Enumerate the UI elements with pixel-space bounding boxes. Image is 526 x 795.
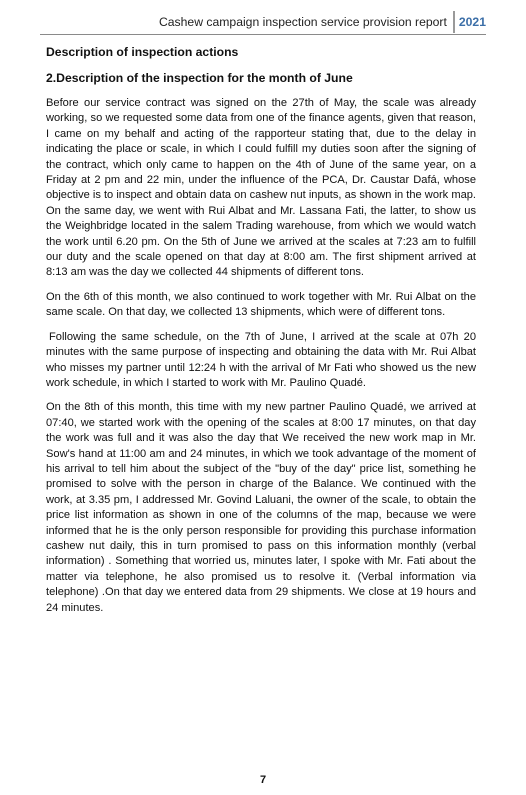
subsection-title: 2.Description of the inspection for the month of June (46, 71, 353, 85)
page-content (46, 45, 476, 625)
page-header (40, 10, 486, 35)
paragraph-3: Following the same schedule, on the 7th of June, I arrived at the scale at 07h 20 minutes with the same purpose of inspecting and obtaining the data with Mr. Rui Albat who misses my partner until 12:24 h with the arrival of Mr Fati who showed us the new work schedule, in which I started to work with Mr. Paulino Quadé. (46, 330, 476, 389)
section-title: Description of inspection actions (46, 45, 239, 59)
header-title: Cashew campaign inspection service provision report (158, 15, 447, 29)
header-year: 2021 (458, 15, 486, 29)
paragraph-4: On the 8th of this month, this time with my new partner Paulino Quadé, we arrived at 07:40, we started work with the opening of the scales at 8:00 17 minutes, on that day the work was full and it was also the day that We received the new work map in Mr. Sow's hand at 11:00 am and 24 minutes, in which we took advantage of the moment of his arrival to tell him about the subject of the "buy of the day" price list, something he promised to solve with the person in charge of the Balance. We continued with the work, at 3.35 pm, I addressed Mr. Govind Laluani, the owner of the scale, to obtain the price list information as shown in one of the columns of the map, because we were informed that he is the only person responsible for providing this purchase information cashew nut daily, this in turn promised to pass on this information monthly (verbal information) . Something that worried us, minutes later, I spoke with Mr. Fati about the matter via telephone, he also promised us to resolve it. (Verbal information via telephone) .On that day we entered data from 29 shipments. We close at 19 hours and 24 minutes. (46, 401, 476, 614)
header-divider (453, 11, 455, 33)
paragraph-2: On the 6th of this month, we also continued to work together with Mr. Rui Albat on the same scale. On that day, we collected 13 shipments, which were of different tons. (46, 290, 476, 319)
page-number: 7 (259, 774, 267, 786)
paragraph-1: Before our service contract was signed on the 27th of May, the scale was already working, so we requested some data from one of the finance agents, given that reason, I came on my behalf and acting of the rapporteur stating that, due to the delay in indicating the place or scale, in which I could fulfill my duties soon after the signing of the contract, which only came to happen on the 4th of June of the same year, on a Friday at 2 pm and 22 min, under the influence of the PCA, Dr. Caustar Dafá, whose objective is to inspect and obtain data on cashew nut inputs, as shown in the work map. On the same day, we went with Rui Albat and Mr. Lassana Fati, the latter, to show us the Weighbridge located in the salem Trading warehouse, from which we would watch the work until 6.20 pm. On the 5th of June we arrived at the scales at 7:23 am to fulfill our duty and the scale opened on that day at 8:00 am. The first shipment arrived at 8:13 am was the day we collected 44 shipments of different tons. (46, 97, 476, 279)
